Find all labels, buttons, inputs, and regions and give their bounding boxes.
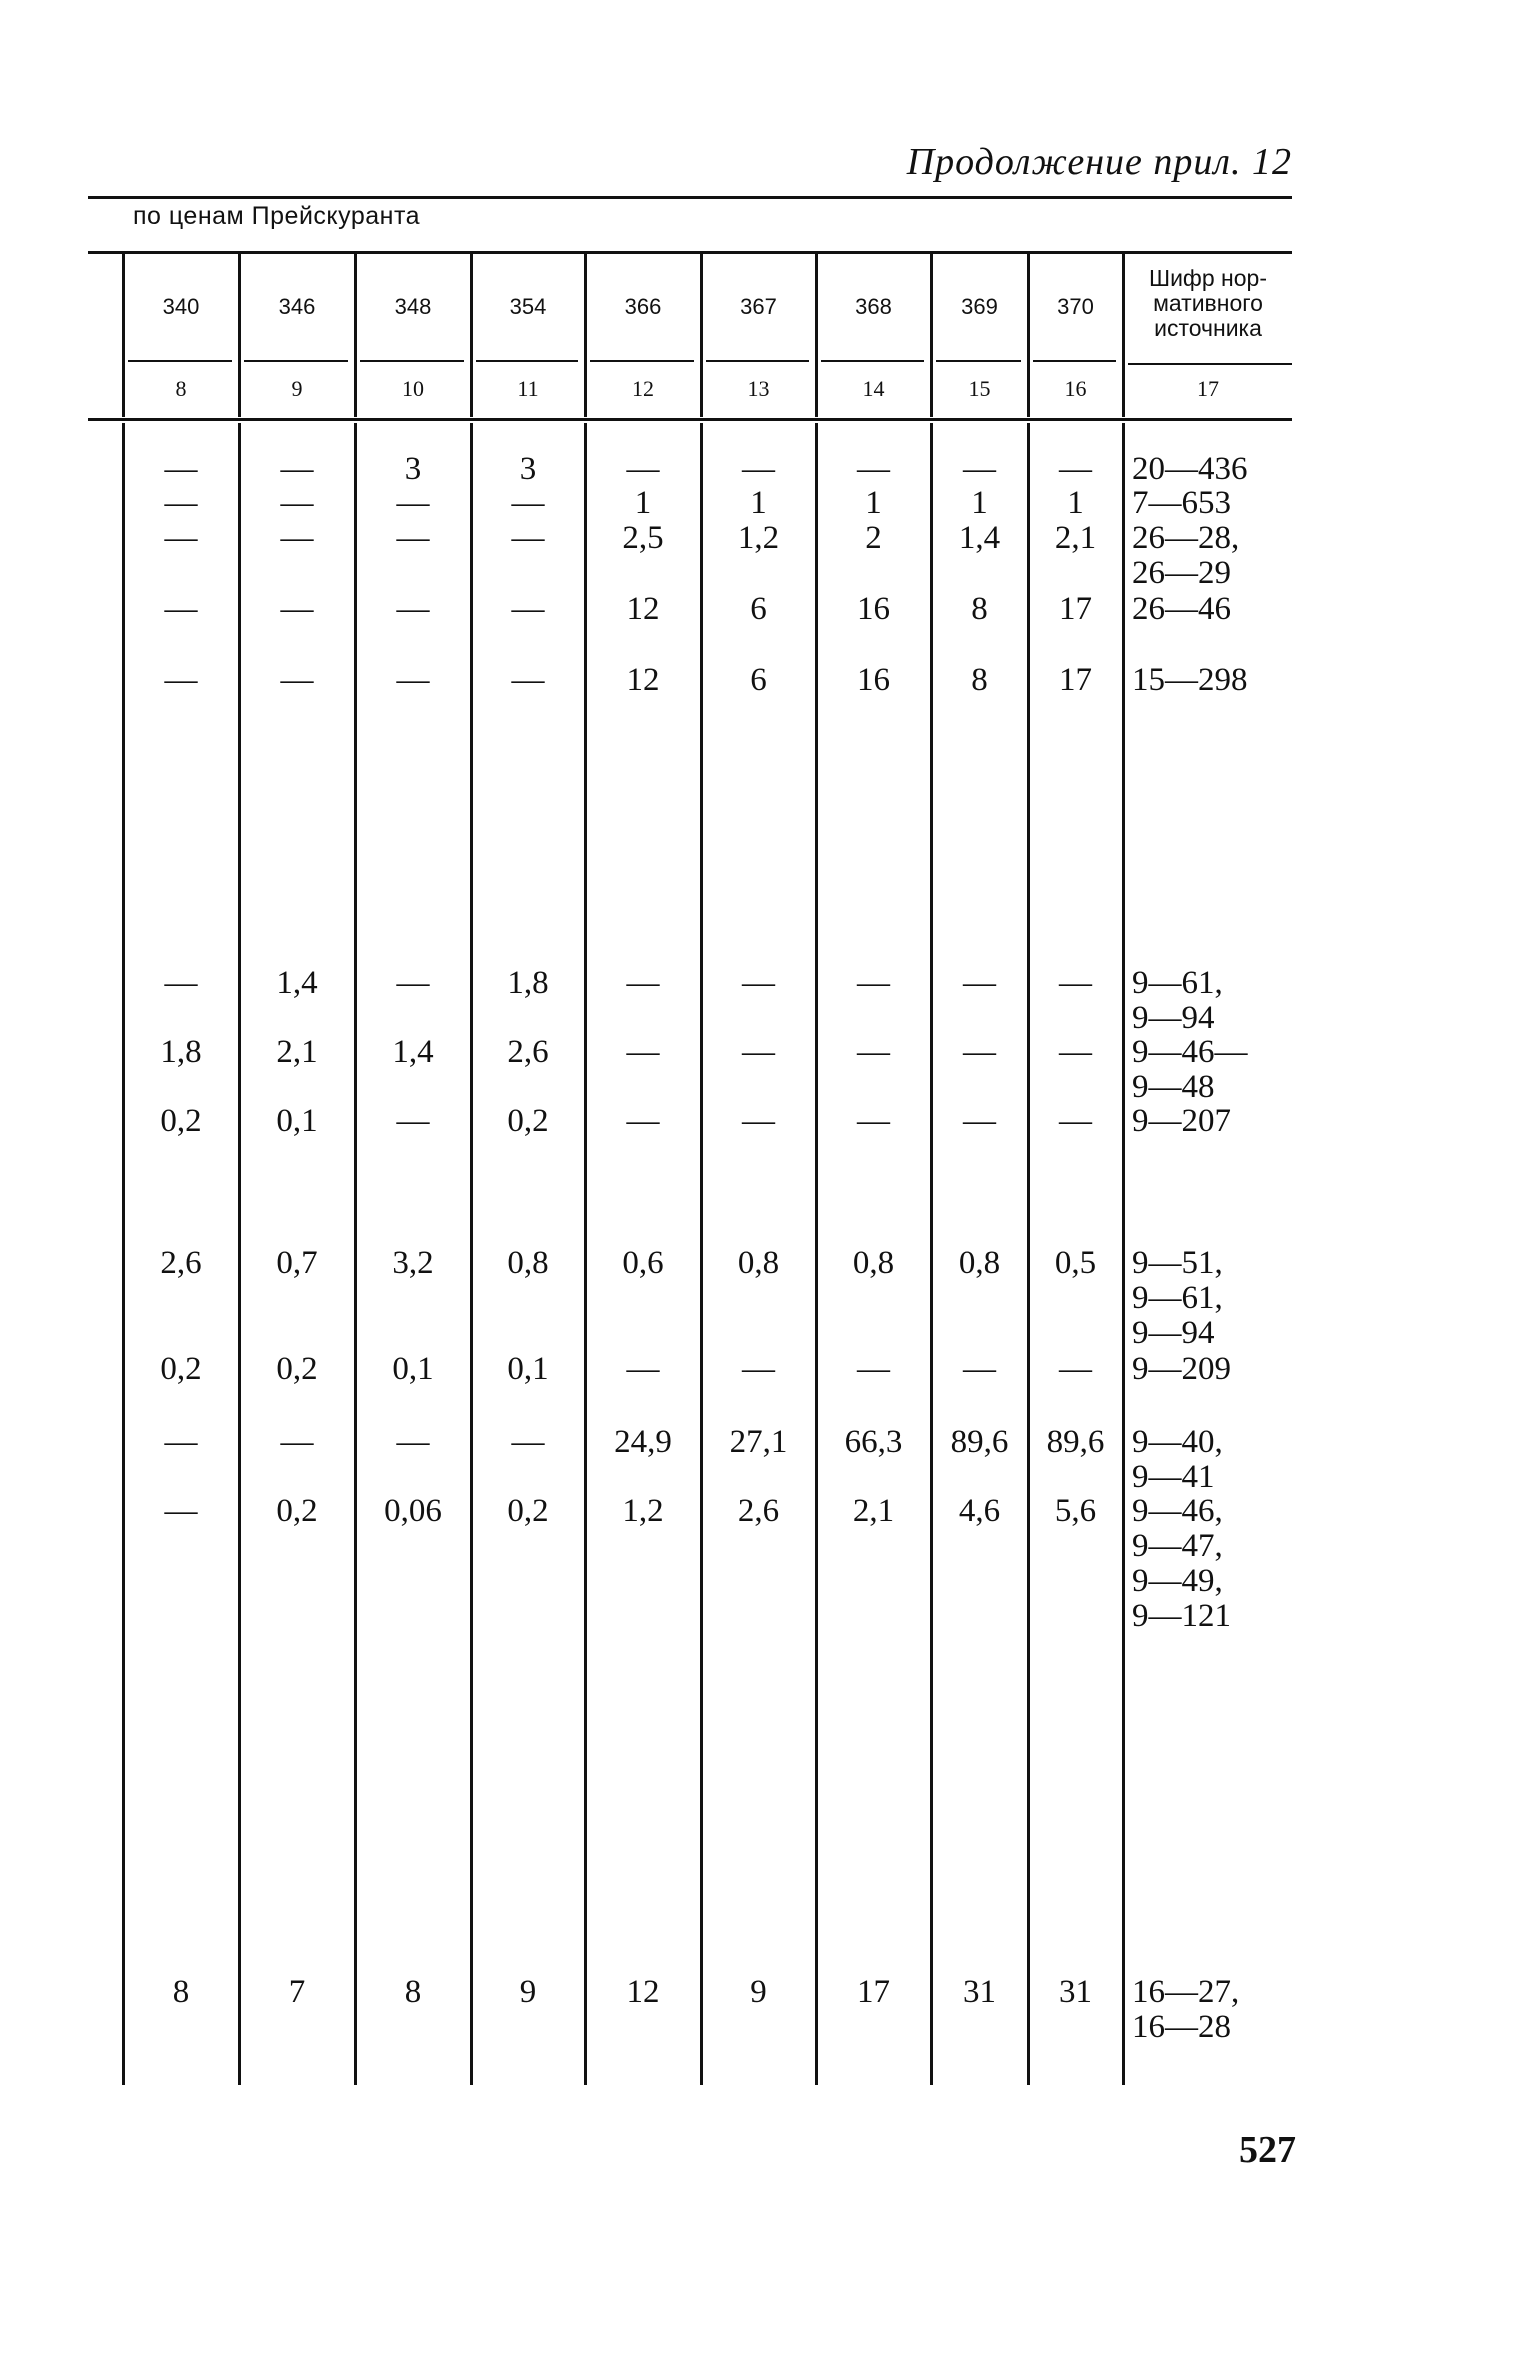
table-cell: 3,2 — [392, 1245, 434, 1281]
table-cell: — — [963, 1034, 996, 1070]
source-cell: 26—46 — [1132, 591, 1231, 627]
table-cell: 8 — [971, 591, 988, 627]
table-cell: 2,6 — [160, 1245, 202, 1281]
table-cell: 2,1 — [852, 1493, 895, 1529]
table-cell: 3 — [404, 451, 422, 487]
table-cell: — — [396, 1424, 430, 1460]
column-number: 16 — [1064, 376, 1087, 401]
code-header: 369 — [961, 294, 998, 319]
table-cell: 12 — [626, 662, 660, 698]
table-cell: — — [164, 451, 198, 487]
code-header: 367 — [740, 294, 777, 319]
table-cell: — — [164, 520, 198, 556]
table-cell: — — [626, 451, 660, 487]
column-number: 9 — [291, 376, 303, 401]
table-cell: — — [280, 662, 314, 698]
table-cell: 0,2 — [507, 1103, 549, 1139]
table-cell: 17 — [1059, 591, 1092, 627]
table-cell: — — [1059, 451, 1092, 487]
table-cell: — — [396, 662, 430, 698]
table-cell: 2,6 — [737, 1493, 780, 1529]
table-cell: 31 — [1059, 1974, 1092, 2010]
rule-caption — [88, 196, 1292, 199]
header-mid-rule — [1033, 360, 1116, 362]
source-header-line: мативного — [1153, 290, 1263, 316]
source-cell: 15—298 — [1132, 662, 1248, 698]
source-cell: 9—51, 9—61, 9—94 — [1132, 1245, 1223, 1351]
table-cell: — — [742, 1034, 775, 1070]
header-mid-rule — [244, 360, 348, 362]
header-mid-rule — [476, 360, 578, 362]
table-cell: 0,1 — [392, 1351, 434, 1387]
table-cell: 24,9 — [614, 1424, 672, 1460]
table-cell: — — [1059, 1034, 1092, 1070]
table-cell: — — [626, 1351, 660, 1387]
table-cell: — — [396, 520, 430, 556]
table-cell: — — [511, 520, 545, 556]
source-cell: 9—207 — [1132, 1103, 1231, 1139]
source-cell: 9—40, 9—41 — [1132, 1424, 1223, 1495]
table-cell: 8 — [172, 1974, 190, 2010]
source-cell: 9—209 — [1132, 1351, 1231, 1387]
table-cell: 0,8 — [852, 1245, 895, 1281]
table-cell: — — [626, 1034, 660, 1070]
table-cell: — — [742, 1351, 775, 1387]
table-cell: — — [280, 591, 314, 627]
table-cell: 1,4 — [392, 1034, 434, 1070]
page-caption: Продолжение прил. 12 — [906, 141, 1292, 183]
table-cell: 2,1 — [1054, 520, 1097, 556]
header-mid-rule — [128, 360, 232, 362]
table-cell: 2,6 — [507, 1034, 549, 1070]
table-cell: 9 — [750, 1974, 767, 2010]
table-cell: 0,5 — [1054, 1245, 1097, 1281]
column-number: 17 — [1197, 376, 1219, 401]
table-cell: — — [626, 965, 660, 1001]
column-number: 14 — [862, 376, 885, 401]
table-cell: — — [164, 662, 198, 698]
table-cell: 5,6 — [1054, 1493, 1097, 1529]
column-number: 11 — [517, 376, 539, 401]
column-number: 12 — [632, 376, 654, 401]
table-cell: 31 — [963, 1974, 996, 2010]
table-cell: — — [963, 451, 996, 487]
table-cell: 17 — [1059, 662, 1092, 698]
table-cell: — — [511, 1424, 545, 1460]
table-cell: 1,4 — [958, 520, 1001, 556]
table-cell: 0,6 — [622, 1245, 664, 1281]
table-cell: — — [164, 1424, 198, 1460]
table-cell: 0,2 — [276, 1351, 318, 1387]
table-cell: 0,7 — [276, 1245, 318, 1281]
column-number: 13 — [747, 376, 770, 401]
source-cell: 26—28, 26—29 — [1132, 520, 1240, 591]
code-header: 366 — [624, 294, 662, 319]
table-cell: — — [511, 485, 545, 521]
table-cell: 0,2 — [160, 1351, 202, 1387]
header-mid-rule — [821, 360, 924, 362]
column-number: 10 — [402, 376, 424, 401]
source-header-line: источника — [1154, 315, 1262, 341]
table-cell: — — [1059, 1351, 1092, 1387]
table-cell: — — [742, 451, 775, 487]
code-header: 346 — [278, 294, 316, 319]
table-cell: — — [280, 520, 314, 556]
table-cell: — — [857, 1034, 890, 1070]
table-cell: 9 — [519, 1974, 537, 2010]
table-cell: 0,2 — [507, 1493, 549, 1529]
table-cell: — — [857, 451, 890, 487]
source-cell: 9—46— 9—48 — [1132, 1034, 1248, 1105]
header-mid-rule — [590, 360, 694, 362]
table-cell: 2,1 — [276, 1034, 318, 1070]
table-cell: — — [963, 965, 996, 1001]
header-mid-rule — [1128, 363, 1292, 365]
table-cell: — — [280, 451, 314, 487]
table-cell: 12 — [626, 591, 660, 627]
source-header-line: Шифр нор- — [1149, 265, 1267, 291]
table-cell: 1 — [634, 485, 652, 521]
table-cell: 27,1 — [729, 1424, 788, 1460]
table-cell: 16 — [857, 662, 890, 698]
code-header: 370 — [1057, 294, 1094, 319]
column-number: 15 — [968, 376, 991, 401]
table-cell: — — [742, 965, 775, 1001]
code-header: 368 — [855, 294, 892, 319]
table-cell: 0,2 — [276, 1493, 318, 1529]
table-subheader: по ценам Прейскуранта — [133, 202, 421, 230]
table-cell: 0,8 — [958, 1245, 1001, 1281]
column-divider — [1122, 423, 1125, 2085]
table-cell: — — [857, 965, 890, 1001]
table-cell: 1,4 — [276, 965, 318, 1001]
table-cell: — — [164, 965, 198, 1001]
table-cell: 66,3 — [844, 1424, 903, 1460]
header-mid-rule — [360, 360, 464, 362]
table-cell: 3 — [519, 451, 537, 487]
table-cell: 0,2 — [160, 1103, 202, 1139]
table-cell: 0,8 — [737, 1245, 780, 1281]
header-mid-rule — [706, 360, 809, 362]
table-cell: 8 — [971, 662, 988, 698]
table-cell: — — [164, 1493, 198, 1529]
code-header: 348 — [394, 294, 432, 319]
table-cell: — — [396, 1103, 430, 1139]
table-cell: 2,5 — [622, 520, 664, 556]
source-cell: 9—46, 9—47, 9—49, 9—121 — [1132, 1493, 1231, 1634]
table-cell: — — [857, 1103, 890, 1139]
table-cell: 89,6 — [1046, 1424, 1105, 1460]
table-cell: — — [164, 591, 198, 627]
table-cell: — — [396, 485, 430, 521]
source-cell: 20—436 — [1132, 451, 1248, 487]
table-cell: 1,2 — [622, 1493, 664, 1529]
table-cell: 1,8 — [507, 965, 549, 1001]
header-mid-rule — [936, 360, 1021, 362]
table-cell: — — [396, 591, 430, 627]
table-cell: 16 — [857, 591, 890, 627]
rule-header-top — [88, 251, 1292, 254]
table-cell: 6 — [750, 591, 767, 627]
code-header: 354 — [509, 294, 547, 319]
table-cell: 1,2 — [737, 520, 780, 556]
table-cell: 1 — [971, 485, 988, 521]
column-number: 8 — [175, 376, 187, 401]
table-cell: 89,6 — [950, 1424, 1009, 1460]
table-cell: — — [511, 662, 545, 698]
table-cell: 2 — [865, 520, 882, 556]
table-cell: 1 — [865, 485, 882, 521]
table-cell: 0,1 — [507, 1351, 549, 1387]
source-cell: 7—653 — [1132, 485, 1231, 521]
table-cell: — — [963, 1351, 996, 1387]
table-cell: — — [742, 1103, 775, 1139]
table-cell: — — [626, 1103, 660, 1139]
table-cell: 1 — [1067, 485, 1084, 521]
table-cell: 1,8 — [160, 1034, 202, 1070]
page-number: 527 — [1239, 2129, 1296, 2171]
table-cell: — — [1059, 965, 1092, 1001]
table-cell: — — [280, 485, 314, 521]
source-cell: 9—61, 9—94 — [1132, 965, 1223, 1036]
table-cell: — — [164, 485, 198, 521]
table-cell: 4,6 — [958, 1493, 1001, 1529]
table-cell: 12 — [626, 1974, 660, 2010]
table-cell: 0,1 — [276, 1103, 318, 1139]
table-cell: — — [857, 1351, 890, 1387]
table-cell: — — [511, 591, 545, 627]
table-cell: 8 — [404, 1974, 422, 2010]
table-cell: — — [280, 1424, 314, 1460]
rule-header-bottom — [88, 418, 1292, 421]
table-cell: — — [963, 1103, 996, 1139]
table-cell: 17 — [857, 1974, 890, 2010]
source-header — [1128, 266, 1288, 341]
table-cell: 6 — [750, 662, 767, 698]
table-cell: — — [396, 965, 430, 1001]
table-cell: 7 — [288, 1974, 306, 2010]
table-cell: 0,06 — [384, 1493, 442, 1529]
table-cell: — — [1059, 1103, 1092, 1139]
source-cell: 16—27, 16—28 — [1132, 1974, 1240, 2045]
code-header: 340 — [162, 294, 200, 319]
table-cell: 0,8 — [507, 1245, 549, 1281]
table-cell: 1 — [750, 485, 767, 521]
